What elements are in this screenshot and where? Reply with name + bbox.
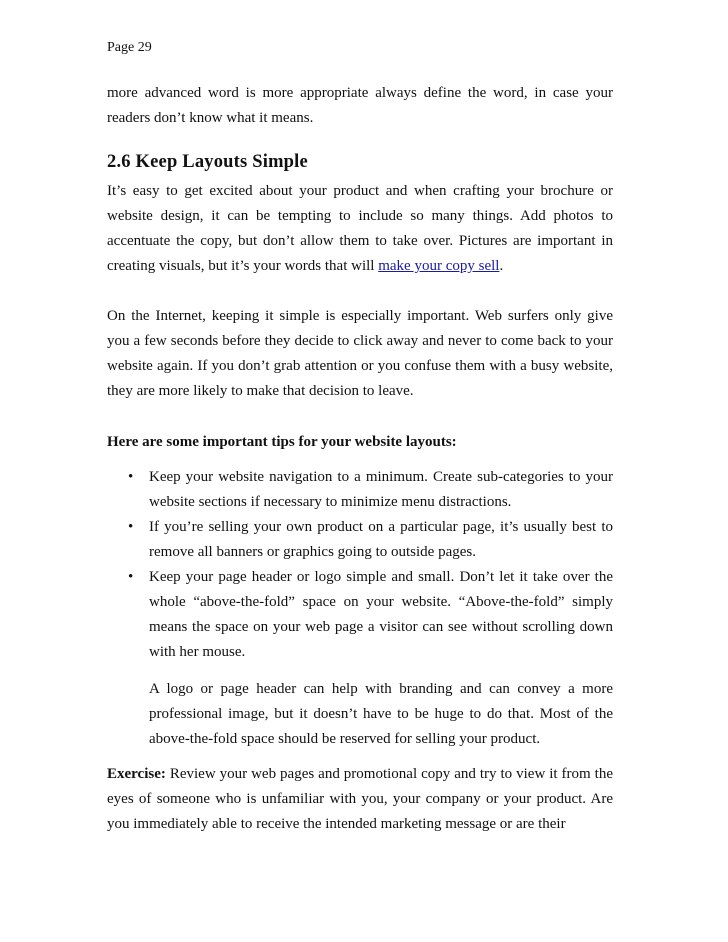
tip-item-header-logo bbox=[107, 565, 613, 665]
intro-paragraph: more advanced word is more appropriate always define the word, in case your readers don’t know what it means. bbox=[107, 85, 613, 126]
section-heading: 2.6 Keep Layouts Simple bbox=[107, 152, 308, 172]
make-your-copy-sell-link[interactable]: make your copy sell bbox=[378, 258, 500, 274]
body-paragraph-2: On the Internet, keeping it simple is especially important. Web surfers only give you a few seconds before they decide to click away and never to come back to your website again. If you don’t grab attention or you confuse them with a busy website, they are more likely to make that decision to leave. bbox=[107, 308, 613, 399]
tip-item-navigation bbox=[107, 465, 613, 515]
tip-text: If you’re selling your own product on a particular page, it’s usually best to remove all banners or graphics going to outside pages. bbox=[149, 519, 613, 560]
body-paragraph-1-end: . bbox=[499, 258, 504, 274]
tips-list bbox=[107, 465, 613, 665]
tip-item-banners bbox=[107, 515, 613, 565]
tip-text: Keep your page header or logo simple and small. Don’t let it take over the whole “above-the-fold” space on your website. “Above-the-fold” simply means the space on your web page a visitor can see without scrolling down with her mouse. bbox=[149, 569, 613, 660]
exercise-paragraph bbox=[107, 762, 613, 837]
tip-followup-paragraph: A logo or page header can help with branding and can convey a more professional image, but it doesn’t have to be huge to do that. Most of the above-the-fold space should be reserved for selling your product. bbox=[149, 681, 613, 747]
page-content bbox=[107, 81, 613, 837]
bullet-icon: • bbox=[128, 469, 134, 485]
exercise-label: Exercise: bbox=[107, 766, 166, 782]
body-paragraph-1 bbox=[107, 179, 613, 279]
bullet-icon: • bbox=[128, 519, 134, 535]
exercise-text: Review your web pages and promotional copy and try to view it from the eyes of someone who is unfamiliar with you, your company or your product. Are you immediately able to receive the intended marketing message or are their bbox=[107, 766, 613, 832]
tips-heading: Here are some important tips for your website layouts: bbox=[107, 434, 457, 450]
bullet-icon: • bbox=[128, 569, 134, 585]
tip-text: Keep your website navigation to a minimum. Create sub-categories to your website sections if necessary to minimize menu distractions. bbox=[149, 469, 613, 510]
body-paragraph-1-text: It’s easy to get excited about your product and when crafting your brochure or website design, it can be tempting to include so many things. Add photos to accentuate the copy, but don’t allow them to take over. Pictures are important in creating visuals, but it’s your words that will bbox=[107, 183, 613, 274]
page-number: Page 29 bbox=[107, 40, 152, 55]
